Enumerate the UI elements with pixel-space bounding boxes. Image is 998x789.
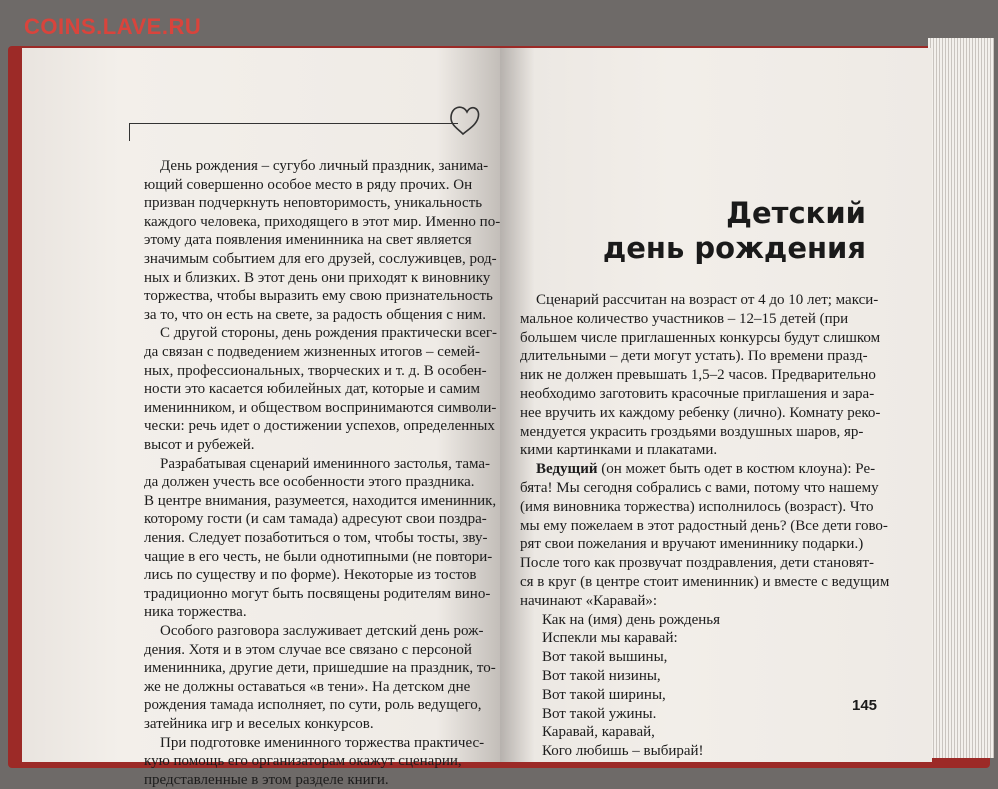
left-page-line: каждого человека, приходящего в этот мир. Именно по- [144,213,501,230]
left-page-line: чески: речь идет о достижении успехов, определенных [144,418,495,435]
right-page-line: мальное количество участников – 12–15 детей (при [520,310,849,327]
song-line: Каравай, каравай, [542,724,655,741]
right-page-line: После того как прозвучат поздравления, дети становят- [520,555,875,572]
right-page-line: Сценарий рассчитан на возраст от 4 до 10 лет; макси- [536,292,879,308]
chapter-title-line2: день рождения [602,231,866,265]
song-line: Кого любишь – выбирай! [542,743,704,760]
left-page-line: лись по существу и по форме). Некоторые из тостов [144,567,477,584]
song-line: Вот такой низины, [542,668,661,684]
heart-icon [447,98,483,138]
right-page-line: (имя виновника торжества) исполнилось (возраст). Что [520,498,874,515]
left-page-line: торжества, чтобы выразить ему свою признательность [144,288,493,305]
left-page-line: Особого разговора заслуживает детский день рож- [160,623,484,639]
left-page-line: традиционно могут быть посвящены родителям вино- [144,585,491,602]
left-page-line: ных и близких. В этот день они приходят к виновнику [144,269,491,286]
left-page-line: именинника, другие дети, пришедшие на праздник, то- [144,660,496,677]
left-page-line: При подготовке именинного торжества практичес- [160,734,485,751]
frame-top-line [129,123,458,124]
left-page-line: ника торжества. [144,604,247,621]
left-page-line: да связан с подведением жизненных итогов – семей- [144,344,480,360]
watermark: COINS.LAVE.RU [24,14,202,39]
right-page-line: ся в круг (в центре стоит именинник) и вместе с ведущим [520,574,890,590]
right-page-line: необходимо заготовить красочные приглашения и зара- [520,386,875,402]
left-page-line: ления. Следует позаботиться о том, чтобы тосты, зву- [144,530,488,546]
right-page-line: рят свои пожелания и вручают имениннику подарки.) [520,536,864,553]
left-page-line: дения. Хотя и в этом случае все связано с персоной [144,641,472,658]
song-line: Вот такой вышины, [542,649,668,666]
right-page-line: ник не должен превышать 1,5–2 часов. Предварительно [520,367,876,384]
right-page-line: мы ему пожелаем в этот радостный день? (Все дети гово- [520,517,888,534]
left-page-line: кую помощь его организаторам окажут сценарии, [144,753,462,770]
left-page-line: Разрабатывая сценарий именинного застолья, тама- [160,455,491,472]
page-edges [928,38,994,758]
song-line: Вот такой ужины. [542,705,657,722]
left-page-line: которому гости (и сам тамада) адресуют свои поздра- [144,511,487,528]
right-page-line: кими картинками и плакатами. [520,442,718,459]
left-page-line: этому дата появления именинника на свет является [144,232,472,249]
right-page-line: нее вручить их каждому ребенку (лично). Комнату реко- [520,404,881,421]
song-line: Как на (имя) день рожденья [542,611,721,628]
left-page-line: высот и рубежей. [144,437,255,453]
page-number: 145 [852,697,878,714]
left-page-line: значимым событием для его друзей, сослуживцев, род- [144,251,497,267]
song-line: Вот такой ширины, [542,686,666,703]
song-line: Испекли мы каравай: [542,630,678,647]
left-page-line: за то, что он есть на свете, за радость общения с ним. [144,306,486,323]
left-page-line: призван подчеркнуть неповторимость, уникальность [144,195,483,212]
host-line-rest: (он может быть одет в костюм клоуна): Ре- [597,461,876,478]
right-page-line: большем числе приглашенных конкурсы будут слишком [520,329,881,346]
left-page-line: затейника игр и веселых конкурсов. [144,716,374,732]
left-page-line: именинником, и обществом воспринимаются символи- [144,399,497,416]
left-page-line: представленные в этом разделе книги. [144,771,389,788]
chapter-title-line1: Детский [726,196,866,230]
host-label: Ведущий [536,461,598,478]
left-page-line: да должен учесть все особенности этого праздника. [144,474,475,491]
right-page-line: длительными – дети могут устать). По времени празд- [520,348,868,365]
left-page-line: же не должны оставаться «в тени». На детском дне [144,678,471,695]
right-page-line: бята! Мы сегодня собрались с вами, потому что нашему [520,480,879,496]
left-page-line: рождения тамада исполняет, по сути, роль ведущего, [144,697,482,714]
left-page-line: День рождения – сугубо личный праздник, занима- [160,158,489,174]
left-page-line: чащие в его честь, не были однотипными (не повтори- [144,548,493,565]
left-page-line: ных, профессиональных, творческих и т. д. В особен- [144,362,487,379]
left-page-line: В центре внимания, разумеется, находится именинник, [144,492,497,509]
host-line [536,461,875,478]
right-page-line: начинают «Каравай»: [520,592,658,609]
right-page-line: мендуется украсить гроздьями воздушных шаров, яр- [520,423,864,440]
frame-left-line [129,123,130,141]
left-page-line: ющий совершенно особое место в ряду прочих. Он [144,176,473,193]
left-page-line: ности это касается юбилейных дат, которые и самим [144,381,481,398]
left-page-line: С другой стороны, день рождения практически всег- [160,325,498,342]
